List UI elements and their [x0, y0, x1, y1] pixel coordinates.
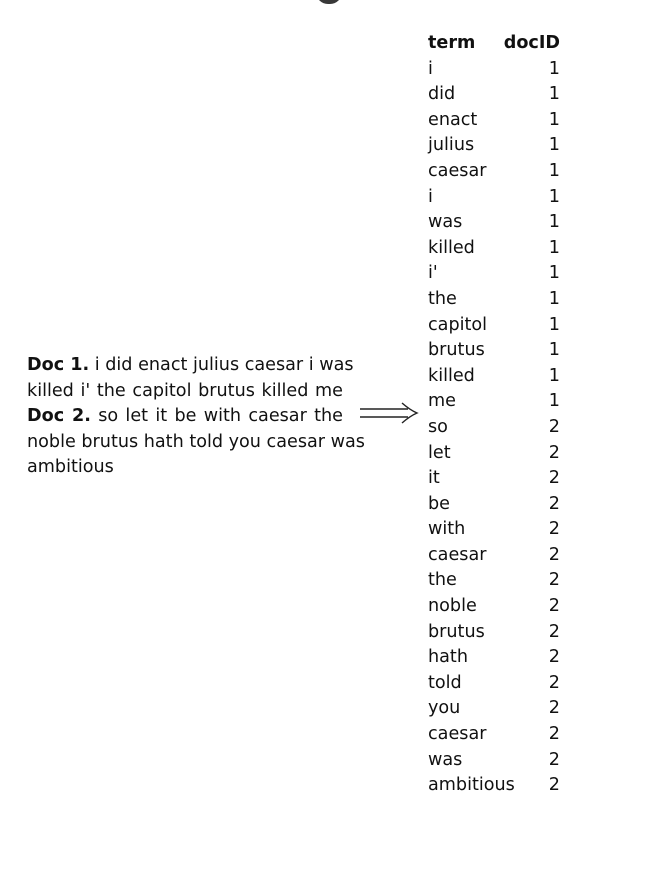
docid-cell: 2 [548, 724, 560, 745]
doc1-text-line-2: killed i' the capitol brutus killed me [27, 380, 343, 401]
term-cell: let [428, 442, 451, 463]
docid-cell: 2 [548, 468, 560, 489]
term-cell: with [428, 519, 466, 540]
term-cell: i' [428, 263, 438, 284]
term-cell: noble [428, 596, 477, 617]
table-row [428, 338, 560, 364]
docid-cell: 2 [548, 775, 560, 796]
docid-cell: 2 [548, 672, 560, 693]
docid-cell: 1 [548, 212, 560, 233]
docid-cell: 2 [548, 647, 560, 668]
docid-cell: 1 [548, 263, 560, 284]
term-cell: i [428, 58, 433, 79]
docid-cell: 1 [548, 340, 560, 361]
table-row [428, 108, 560, 134]
table-row [428, 210, 560, 236]
term-cell: killed [428, 365, 475, 386]
docid-column-header: docID [503, 33, 560, 53]
documents-block [27, 353, 365, 481]
term-cell: be [428, 493, 450, 514]
docid-cell: 1 [548, 84, 560, 105]
docid-cell: 1 [548, 109, 560, 130]
doc1-line-1 [27, 353, 354, 379]
term-docid-table [428, 31, 560, 799]
docid-cell: 2 [548, 416, 560, 437]
term-cell: me [428, 391, 456, 412]
docid-cell: 2 [548, 596, 560, 617]
docid-cell: 2 [548, 544, 560, 565]
term-cell: brutus [428, 621, 485, 642]
docid-cell: 2 [548, 570, 560, 591]
table-row [428, 671, 560, 697]
docid-cell: 2 [548, 493, 560, 514]
doc2-text-line-3: ambitious [27, 457, 114, 477]
term-column-header: term [428, 33, 476, 53]
term-cell: caesar [428, 160, 487, 181]
doc2-line-3 [27, 455, 343, 481]
table-row [428, 517, 560, 543]
table-row [428, 620, 560, 646]
table-row [428, 82, 560, 108]
term-cell: caesar [428, 544, 487, 565]
table-row [428, 287, 560, 313]
term-cell: ambitious [428, 775, 515, 796]
table-row [428, 313, 560, 339]
docid-cell: 1 [548, 160, 560, 181]
docid-cell: 2 [548, 621, 560, 642]
term-cell: killed [428, 237, 475, 258]
term-cell: it [428, 468, 440, 489]
docid-cell: 1 [548, 135, 560, 156]
table-row [428, 441, 560, 467]
term-cell: hath [428, 647, 468, 668]
table-body [428, 57, 560, 799]
term-cell: the [428, 288, 457, 309]
doc1-label: Doc 1. [27, 355, 90, 375]
table-row [428, 389, 560, 415]
table-header [428, 31, 560, 57]
table-row [428, 543, 560, 569]
doc2-text-line-1: so let it be with caesar the [98, 406, 344, 426]
doc2-text-line-2: noble brutus hath told you caesar was [27, 431, 365, 452]
docid-cell: 1 [548, 391, 560, 412]
double-right-arrow-icon [360, 402, 420, 424]
table-row [428, 236, 560, 262]
docid-cell: 2 [548, 442, 560, 463]
table-row [428, 773, 560, 799]
doc1-line-2 [27, 379, 343, 405]
term-cell: was [428, 749, 463, 770]
table-row [428, 133, 560, 159]
docid-cell: 1 [548, 58, 560, 79]
table-row [428, 261, 560, 287]
doc2-line-2 [27, 430, 365, 456]
term-cell: the [428, 570, 457, 591]
table-row [428, 57, 560, 83]
docid-cell: 2 [548, 698, 560, 719]
table-row [428, 748, 560, 774]
term-cell: did [428, 84, 456, 105]
docid-cell: 1 [548, 314, 560, 335]
table-row [428, 466, 560, 492]
term-cell: i [428, 186, 433, 207]
term-cell: capitol [428, 314, 488, 335]
cropped-glyph-fragment [316, 0, 342, 4]
doc2-label: Doc 2. [27, 406, 91, 426]
term-cell: enact [428, 109, 478, 130]
docid-cell: 1 [548, 288, 560, 309]
docid-cell: 1 [548, 186, 560, 207]
docid-cell: 1 [548, 365, 560, 386]
term-cell: was [428, 212, 463, 233]
table-row [428, 185, 560, 211]
table-row [428, 594, 560, 620]
term-cell: told [428, 672, 462, 693]
table-row [428, 568, 560, 594]
term-cell: you [428, 698, 461, 719]
table-row [428, 159, 560, 185]
table-row [428, 364, 560, 390]
docid-cell: 2 [548, 749, 560, 770]
doc1-text-line-1: i did enact julius caesar i was [94, 355, 354, 375]
doc2-line-1 [27, 404, 343, 430]
term-cell: so [428, 416, 448, 437]
term-cell: julius [428, 135, 475, 156]
term-cell: brutus [428, 340, 485, 361]
table-row [428, 415, 560, 441]
table-row [428, 696, 560, 722]
term-cell: caesar [428, 724, 487, 745]
table-row [428, 722, 560, 748]
docid-cell: 2 [548, 519, 560, 540]
docid-cell: 1 [548, 237, 560, 258]
table-row [428, 645, 560, 671]
table-row [428, 492, 560, 518]
